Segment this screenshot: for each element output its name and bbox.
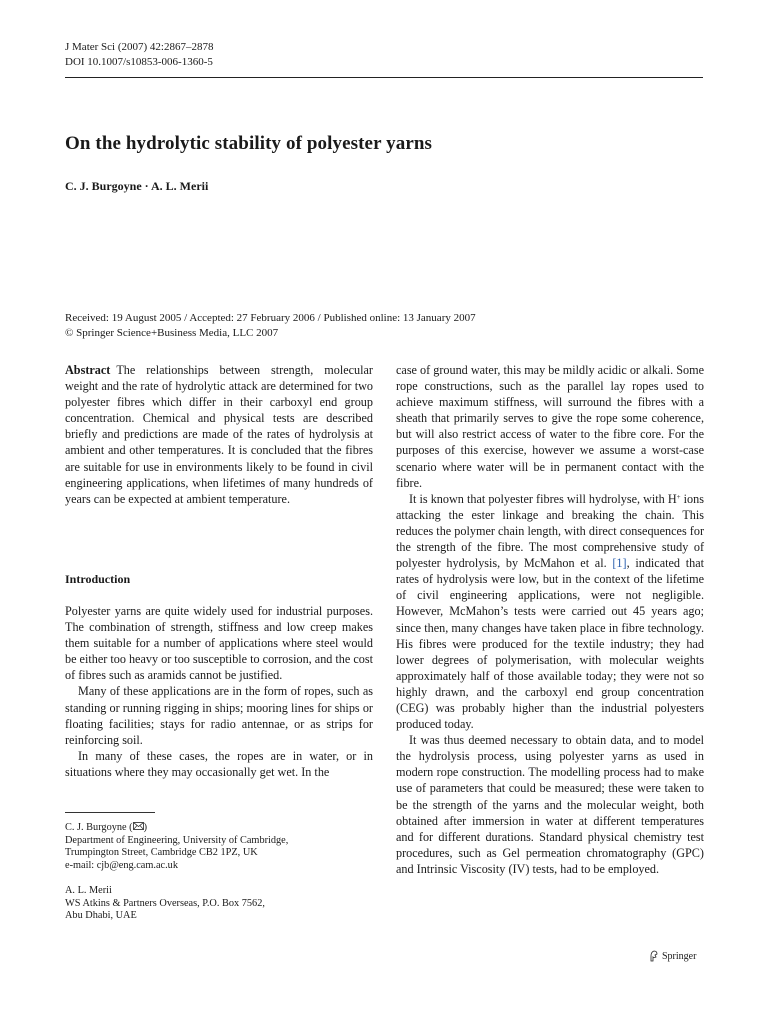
article-title: On the hydrolytic stability of polyester yarns xyxy=(65,133,433,154)
doi: DOI 10.1007/s10853-006-1360-5 xyxy=(65,56,213,68)
envelope-icon[interactable] xyxy=(133,822,144,835)
affiliation-burgoyne xyxy=(65,822,385,872)
intro-paragraph-2: Many of these applications are in the form of ropes, such as standing or running rigging in ships; mooring lines for ships or floating facilities; stays for radio antennae, or as strips for reinforcing soil. xyxy=(65,684,373,747)
journal-header xyxy=(65,40,213,70)
abstract-heading: Abstract xyxy=(65,363,111,377)
springer-horse-icon xyxy=(649,950,659,962)
publisher-name: Springer xyxy=(662,950,697,962)
abstract-text: The relationships between strength, molecular weight and the rate of hydrolytic attack are determined for two polyester fibres which differ in their carboxyl end group concentration. Chemical and physical tests are described briefly and predictions are made of the rates of hydrolysis at ambient and other temperatures. It is concluded that the fibres are suitable for use in environments likely to be found in civil engineering applications, when lifetimes of many hundreds of years can be expected at ambient temperature. xyxy=(65,363,373,506)
journal-citation: J Mater Sci (2007) 42:2867–2878 xyxy=(65,41,214,53)
footnote-rule xyxy=(65,812,155,813)
intro-paragraph-1: Polyester yarns are quite widely used for industrial purposes. The combination of strength, stiffness and low creep makes them suitable for a number of applications where steel would be either too heavy or too susceptible to corrosion, and the cost of fibres such as aramids cannot be justified. xyxy=(65,604,373,683)
abstract xyxy=(65,362,373,507)
affiliation-line: Abu Dhabi, UAE xyxy=(65,910,137,921)
copyright-line: © Springer Science+Business Media, LLC 2007 xyxy=(65,327,279,339)
publication-dates xyxy=(65,311,705,341)
affiliation-name: C. J. Burgoyne ( ) xyxy=(65,822,148,833)
publisher-logo xyxy=(649,950,696,962)
affiliation-merii xyxy=(65,885,385,923)
introduction-body xyxy=(65,603,373,780)
right-paragraph-3: It was thus deemed necessary to obtain data, and to model the hydrolysis process, using polyester yarns as used in modern rope construction. The modelling process had to make use of parameters that could be measured; these were taken to be the strength of the yarns and the molecular weight, both obtained after immersion in water at different temperatures and for different durations. Standard physical chemistry test procedures, such as Gel permeation chromatography (GPC) and Intrinsic Viscosity (IV) tests, had to be employed. xyxy=(396,733,704,876)
right-paragraph-1: case of ground water, this may be mildly acidic or alkali. Some rope constructions, such as the parallel lay ropes used to achieve maximum stiffness, will surround the fibres with a sheath that primarily serves to give the rope some coherence, but will also restrict access of water to the fibre core. For the purposes of this exercise, however we assume a worst-case scenario where water will be in permanent contact with the fibre. xyxy=(396,363,704,490)
right-paragraph-2: It is known that polyester fibres will hydrolyse, with H+ ions attacking the ester linkage and breaking the chain. This reduces the polymer chain length, with direct consequences for the strength of the fibre. The most comprehensive study of polyester hydrolysis, by McMahon et al. [1], indicated that rates of hydrolysis were low, but in the context of the lifetime of civil engineering applications, were not negligible. However, McMahon’s tests were carried out 45 years ago; since then, many changes have taken place in fibre technology. His fibres were produced for the textile industry; they had lower degrees of polymerisation, with molecular weights approximately half of those available today; they were not so highly drawn, and the carboxyl end group concentration (CEG) was probably higher than the industrial polyesters produced today. xyxy=(396,491,704,732)
intro-paragraph-3: In many of these cases, the ropes are in water, or in situations where they may occasionally get wet. In the xyxy=(65,748,373,779)
affiliation-line: Department of Engineering, University of Cambridge, xyxy=(65,834,289,846)
received-line: Received: 19 August 2005 / Accepted: 27 February 2006 / Published online: 13 January 2007 xyxy=(65,312,476,324)
affiliation-line: Trumpington Street, Cambridge CB2 1PZ, UK xyxy=(65,847,258,858)
reference-link[interactable]: [1] xyxy=(612,556,627,571)
email[interactable]: e-mail: cjb@eng.cam.ac.uk xyxy=(65,859,178,871)
introduction-heading: Introduction xyxy=(65,572,131,586)
affiliation-name: A. L. Merii xyxy=(65,885,112,896)
authors: C. J. Burgoyne · A. L. Merii xyxy=(65,179,209,193)
right-column-body xyxy=(396,362,704,877)
affiliation-line: WS Atkins & Partners Overseas, P.O. Box 7562, xyxy=(65,897,265,909)
header-rule xyxy=(65,77,703,78)
